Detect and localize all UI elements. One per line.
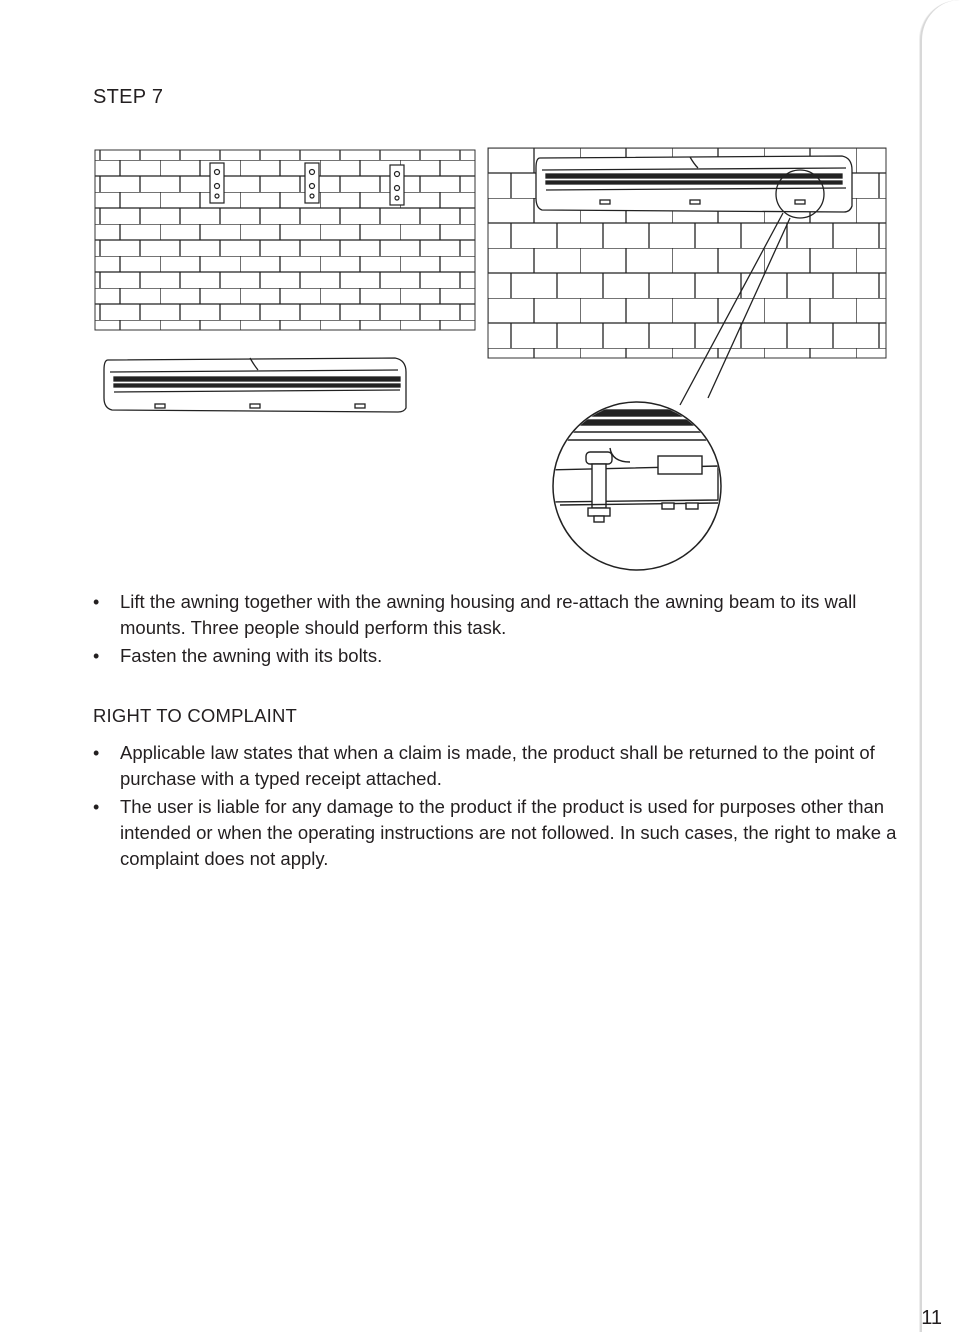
installation-illustration: [0, 0, 960, 580]
step-title: STEP 7: [93, 86, 164, 108]
instruction-list: [93, 589, 913, 671]
complaint-heading: RIGHT TO COMPLAINT: [93, 705, 298, 726]
page-number: 11: [921, 1307, 942, 1329]
complaint-item: [93, 794, 933, 872]
instruction-text: Fasten the awning with its bolts.: [120, 645, 383, 666]
instruction-item: [93, 643, 913, 669]
bullet-icon: •: [93, 646, 100, 666]
awning-housing-mounted: [536, 156, 852, 212]
complaint-list: [93, 740, 933, 874]
instruction-text: Lift the awning together with the awning housing and re-attach the awning beam to its wall mounts. Three people should perform this task.: [120, 591, 857, 638]
instruction-item: [93, 589, 913, 641]
complaint-item: [93, 740, 933, 792]
bullet-icon: •: [93, 592, 100, 612]
awning-housing-lowered: [104, 358, 406, 412]
left-brick-wall: [95, 150, 475, 330]
complaint-text: The user is liable for any damage to the product if the product is used for purposes other than intended or when the operating instructions are not followed. In such cases, the right to make a complaint does not apply.: [120, 796, 897, 869]
complaint-text: Applicable law states that when a claim is made, the product shall be returned to the point of purchase with a typed receipt attached.: [120, 742, 875, 789]
bullet-icon: •: [93, 743, 100, 763]
magnified-bolt-detail: [548, 402, 728, 570]
bullet-icon: •: [93, 797, 100, 817]
